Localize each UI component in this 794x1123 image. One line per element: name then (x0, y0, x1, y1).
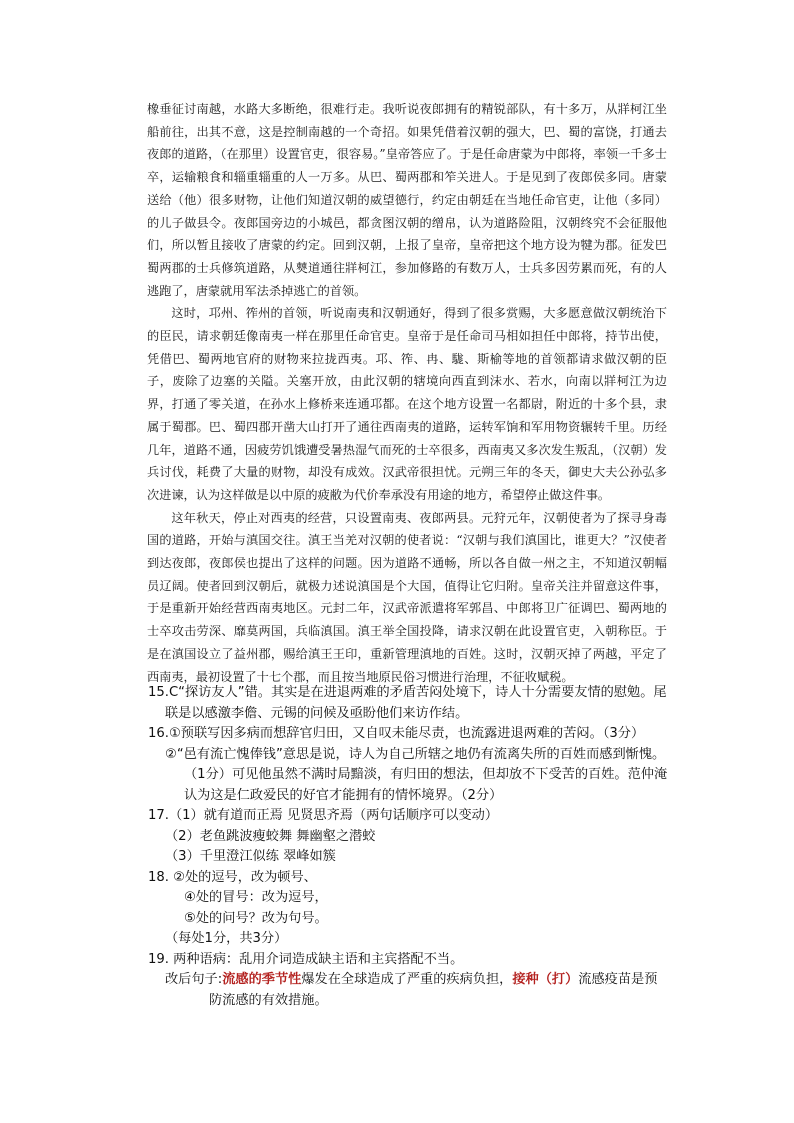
q16-answer-line: （1分）可见他虽然不满时局黯淡，有归田的想法，但却放不下受苦的百姓。范仲淹 (184, 767, 668, 782)
q15-answer-line: 15.C“探访友人”错。其实是在进退两难的矛盾苦闷处境下，诗人十分需要友情的慰勉。尾 (148, 685, 667, 700)
q19-revised-label: 改后句子: (165, 972, 223, 987)
q17-answer-line: 17.（1）就有道而正焉 见贤思齐焉（两句话顺序可以变动） (148, 808, 499, 823)
q16-answer-line: 认为这是仁政爱民的好官才能拥有的情怀境界。（2分） (184, 787, 503, 803)
q16-answer-line: ②“邑有流亡愧俸钱”意思是说，诗人为自己所辖之地仍有流离失所的百姓而感到惭愧。 (165, 746, 666, 762)
q19-sentence-text: 流感疫苗是预 (578, 972, 658, 987)
q19-correction-highlight: 流感的季节性 (222, 972, 302, 987)
answer-key (148, 683, 688, 1011)
q15-answer-line: 联是以感激李儋、元锡的问候及亟盼他们来访作结。 (165, 705, 469, 721)
q19-revised-sentence (148, 970, 688, 991)
translation-paragraph-2: 这时，邛州、筰州的首领，听说南夷和汉朝通好，得到了很多赏赐，大多愿意做汉朝统治下的臣民，请求朝廷像南夷一样在那里任命官吏。皇帝于是任命司马相如担任中郎将，持节出使，凭借巴、蜀两地官府的财物来拉拢西夷。邛、筰、冉、駹、斯榆等地的首领都请求做汉朝的臣子，废除了边塞的关隘。关塞开放，由此汉朝的辖境向西直到沫水、若水，向南以牂柯江为边界，打通了零关道，在孙水上修桥来连通邛都。在这个地方设置一名都尉，附近的十多个县，隶属于蜀郡。巴、蜀四郡开凿大山打开了通往西南夷的道路，运转军饷和军用物资辗转千里。历经几年，道路不通，因疲劳饥饿遭受暑热湿气而死的士卒很多，西南夷又多次发生叛乱，（汉朝）发兵讨伐，耗费了大量的财物，却没有成效。汉武帝很担忧。元朔三年的冬天，御史大夫公孙弘多次进谏，认为这样做是以中原的疲敝为代价奉承没有用途的地方，希望停止做这件事。 (147, 306, 667, 502)
q18-answer-line: （每处1分，共3分） (165, 931, 288, 946)
translation-paragraph-3: 这年秋天，停止对西夷的经营，只设置南夷、夜郎两县。元狩元年，汉朝使者为了探寻身毒国的道路，开始与滇国交往。滇王当羌对汉朝的使者说：“汉朝与我们滇国比，谁更大？”汉使者到达夜郎，夜郎侯也提出了这样的问题。因为道路不通畅，所以各自做一州之主，不知道汉朝幅员辽阔。使者回到汉朝后，就极力述说滇国是个大国，值得让它归附。皇帝关注并留意这件事，于是重新开始经营西南夷地区。元封二年，汉武帝派遣将军郭昌、中郎将卫广征调巴、蜀两地的士卒攻击劳深、靡莫两国，兵临滇国。滇王举全国投降，请求汉朝在此设置官吏，入朝称臣。于是在滇国设立了益州郡，赐给滇王王印，重新管理滇地的百姓。这时，汉朝灭掉了两越，平定了西南夷，最初设置了十七个郡，而且按当地原民俗习惯进行治理，不征收赋税。 (147, 510, 667, 684)
q19-sentence-text: 爆发在全球造成了严重的疾病负担， (301, 972, 513, 987)
q19-correction-highlight: 接种（打） (512, 972, 579, 987)
q18-answer-line: 18. ②处的逗号，改为顿号、 (148, 869, 317, 885)
q17-answer-line: （2）老鱼跳波瘦蛟舞 舞幽壑之潜蛟 (165, 828, 376, 844)
q19-answer-line: 防流感的有效措施。 (209, 992, 328, 1008)
q19-answer-line: 19. 两种语病：乱用介词造成缺主语和主宾搭配不当。 (148, 951, 464, 967)
q17-answer-line: （3）千里澄江似练 翠峰如簇 (165, 849, 336, 864)
q16-answer-line: 16.①预联写因多病而想辞官归田，又自叹未能尽责，也流露进退两难的苦闷。（3分） (148, 726, 645, 741)
q18-answer-line: ④处的冒号：改为逗号， (184, 890, 328, 905)
translation-text (147, 98, 667, 688)
translation-paragraph-1: 橡垂征讨南越，水路大多断绝，很难行走。我听说夜郎拥有的精锐部队，有十多万，从牂柯江坐船前往，出其不意，这是控制南越的一个奇招。如果凭借着汉朝的强大，巴、蜀的富饶，打通去夜郎的道路，（在那里）设置官吏，很容易。”皇帝答应了。于是任命唐蒙为中郎将，率领一千多士卒，运输粮食和辎重辎重的人一万多。从巴、蜀两郡和笮关进人。于是见到了夜郎侯多同。唐蒙送给（他）很多财物，让他们知道汉朝的威望德行，约定由朝廷在当地任命官吏，让他（多同）的儿子做县令。夜郎国旁边的小城邑，都贪图汉朝的缯帛，认为道路险阻，汉朝终究不会征服他们，所以暂且接收了唐蒙的约定。回到汉朝，上报了皇帝，皇帝把这个地方设为犍为郡。征发巴蜀两郡的士兵修筑道路，从僰道通往牂柯江，参加修路的有数万人，士兵多因劳累而死，有的人逃跑了，唐蒙就用军法杀掉逃亡的首领。 (147, 102, 667, 298)
q18-answer-line: ⑤处的问号？改为句号。 (184, 910, 328, 926)
